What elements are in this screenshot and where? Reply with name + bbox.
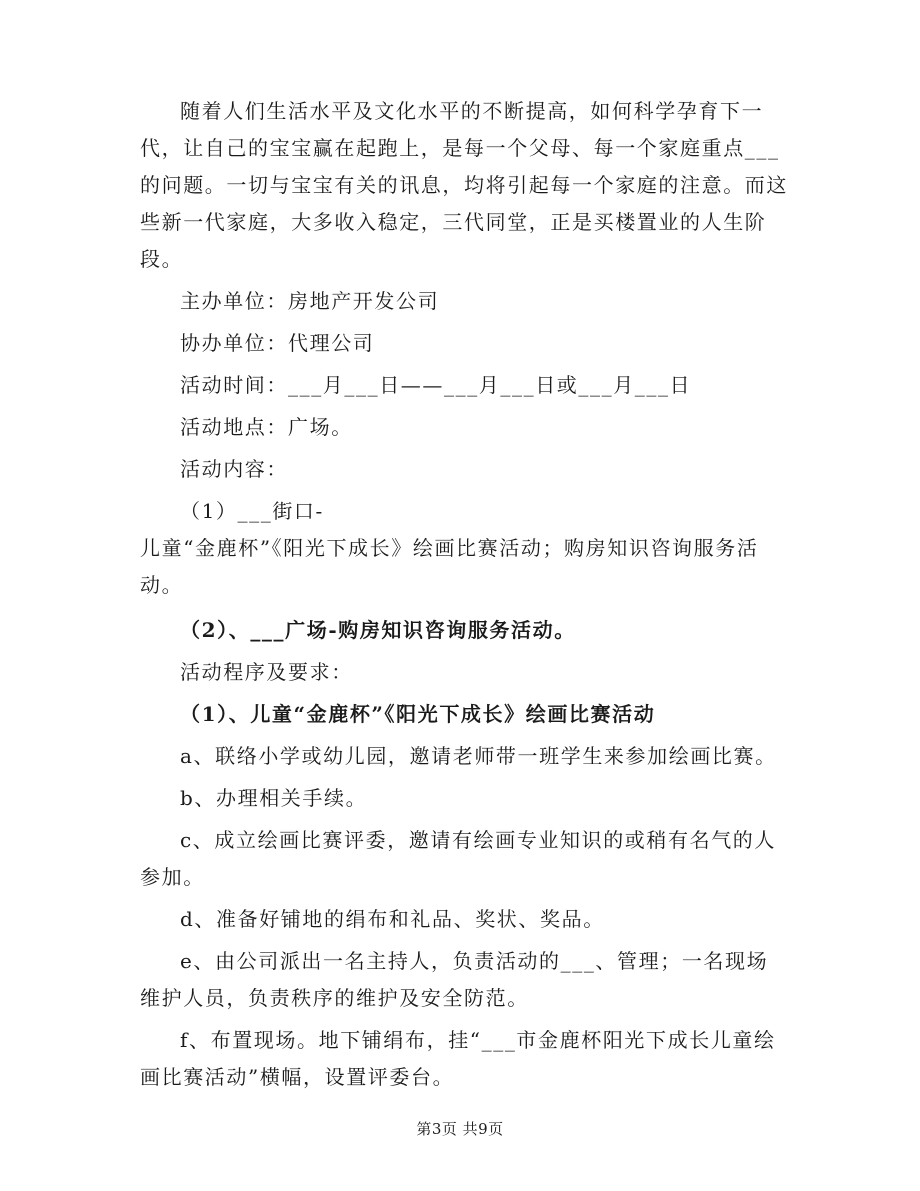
procedure-step-c: c、成立绘画比赛评委，邀请有绘画专业知识的或稍有名气的人参加。 <box>140 828 777 889</box>
organizer-line: 主办单位：房地产开发公司 <box>180 289 440 313</box>
procedure-step-a: a、联络小学或幼儿园，邀请老师带一班学生来参加绘画比赛。 <box>180 744 777 768</box>
event-time-line: 活动时间：___月___日——___月___日或___月___日 <box>180 373 692 397</box>
procedure-step-d: d、准备好铺地的绢布和礼品、奖状、奖品。 <box>180 907 605 931</box>
procedure-step-f: f、布置现场。地下铺绢布，挂“___市金鹿杯阳光下成长儿童绘画比赛活动”横幅，设置评委台。 <box>140 1028 776 1089</box>
co-organizer-line: 协办单位：代理公司 <box>180 331 375 355</box>
content-item-1: （1）___街口- <box>180 499 324 523</box>
content-item-2: （2）、___广场-购房知识咨询服务活动。 <box>180 618 576 642</box>
page-number-footer: 第3页 共9页 <box>416 1120 504 1138</box>
event-location-line: 活动地点：广场。 <box>180 415 353 439</box>
document-body <box>140 93 788 1096</box>
procedure-section-1: （1）、儿童“金鹿杯”《阳光下成长》绘画比赛活动 <box>180 702 656 726</box>
content-item-1-detail: 儿童“金鹿杯”《阳光下成长》绘画比赛活动；购房知识咨询服务活动。 <box>140 536 759 597</box>
intro-paragraph: 随着人们生活水平及文化水平的不断提高，如何科学孕育下一代，让自己的宝宝赢在起跑上，是每一个父母、每一个家庭重点___的问题。一切与宝宝有关的讯息，均将引起每一个家庭的注意。而这些新一代家庭，大多收入稳定，三代同堂，正是买楼置业的人生阶段。 <box>140 99 788 271</box>
procedure-step-e: e、由公司派出一名主持人，负责活动的___、管理；一名现场维护人员，负责秩序的维护及安全防范。 <box>140 949 769 1010</box>
procedure-step-b: b、办理相关手续。 <box>180 786 368 810</box>
event-content-heading: 活动内容： <box>180 457 288 481</box>
procedure-heading: 活动程序及要求： <box>180 660 353 684</box>
